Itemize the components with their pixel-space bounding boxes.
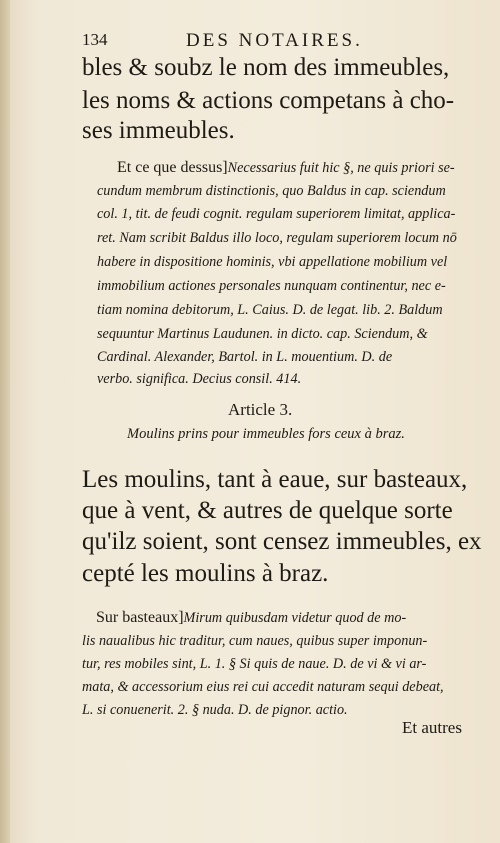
- page-header: [82, 30, 482, 54]
- gloss-line: habere in dispositione hominis, vbi appellatione mobilium vel: [97, 254, 448, 270]
- catchword: Et autres: [402, 718, 462, 737]
- gloss-lead: Et ce que dessus]: [117, 159, 228, 176]
- gloss-line: ret. Nam scribit Baldus illo loco, regulam superiorem locum nō: [97, 230, 457, 246]
- text-line: qu'ilz soient, sont censez immeubles, ex: [82, 528, 482, 555]
- gloss-line: immobilium actiones personales nunquam continentur, nec e-: [97, 278, 446, 294]
- gloss-line: sequuntur Martinus Laudunen. in dicto. cap. Sciendum, &: [97, 326, 428, 342]
- gloss-line: cundum membrum distinctionis, quo Baldus in cap. sciendum: [97, 183, 446, 199]
- page-gutter: [0, 0, 10, 843]
- text-line: les noms & actions competans à cho-: [82, 87, 455, 114]
- gloss-line: Cardinal. Alexander, Bartol. in L. mouentium. D. de: [97, 349, 393, 365]
- gloss-line: lis naualibus hic traditur, cum naues, quibus super imponun-: [82, 633, 428, 649]
- text-line: Les moulins, tant à eaue, sur basteaux,: [82, 466, 468, 493]
- text-line: bles & soubz le nom des immeubles,: [82, 54, 450, 81]
- gloss-line: Et ce que dessus]Necessarius fuit hic §, ne quis priori se-: [117, 159, 455, 176]
- text-line: que à vent, & autres de quelque sorte: [82, 497, 453, 524]
- article-heading: Article 3.: [228, 400, 293, 419]
- gloss-line: verbo. significa. Decius consil. 414.: [97, 371, 302, 387]
- gloss-line: col. 1, tit. de feudi cognit. regulam superiorem limitat, applica-: [97, 206, 456, 222]
- gloss-line: tur, res mobiles sint, L. 1. § Si quis de naue. D. de vi & vi ar-: [82, 656, 427, 672]
- article-subtitle: Moulins prins pour immeubles fors ceux à braz.: [127, 426, 405, 442]
- gloss-line: L. si conuenerit. 2. § nuda. D. de pignor. actio.: [82, 702, 348, 718]
- gloss-line: tiam nomina debitorum, L. Caius. D. de legat. lib. 2. Baldum: [97, 302, 443, 318]
- gloss-line: mata, & accessorium eius rei cui accedit naturam sequi debeat,: [82, 679, 444, 695]
- text-line: cepté les moulins à braz.: [82, 560, 329, 587]
- running-head: DES NOTAIRES.: [186, 30, 363, 51]
- gloss-line: Sur basteaux]Mirum quibusdam videtur quod de mo-: [96, 609, 407, 626]
- text-line: ses immeubles.: [82, 117, 235, 144]
- gloss-lead: Sur basteaux]: [96, 609, 184, 626]
- folio-number: 134: [82, 30, 108, 49]
